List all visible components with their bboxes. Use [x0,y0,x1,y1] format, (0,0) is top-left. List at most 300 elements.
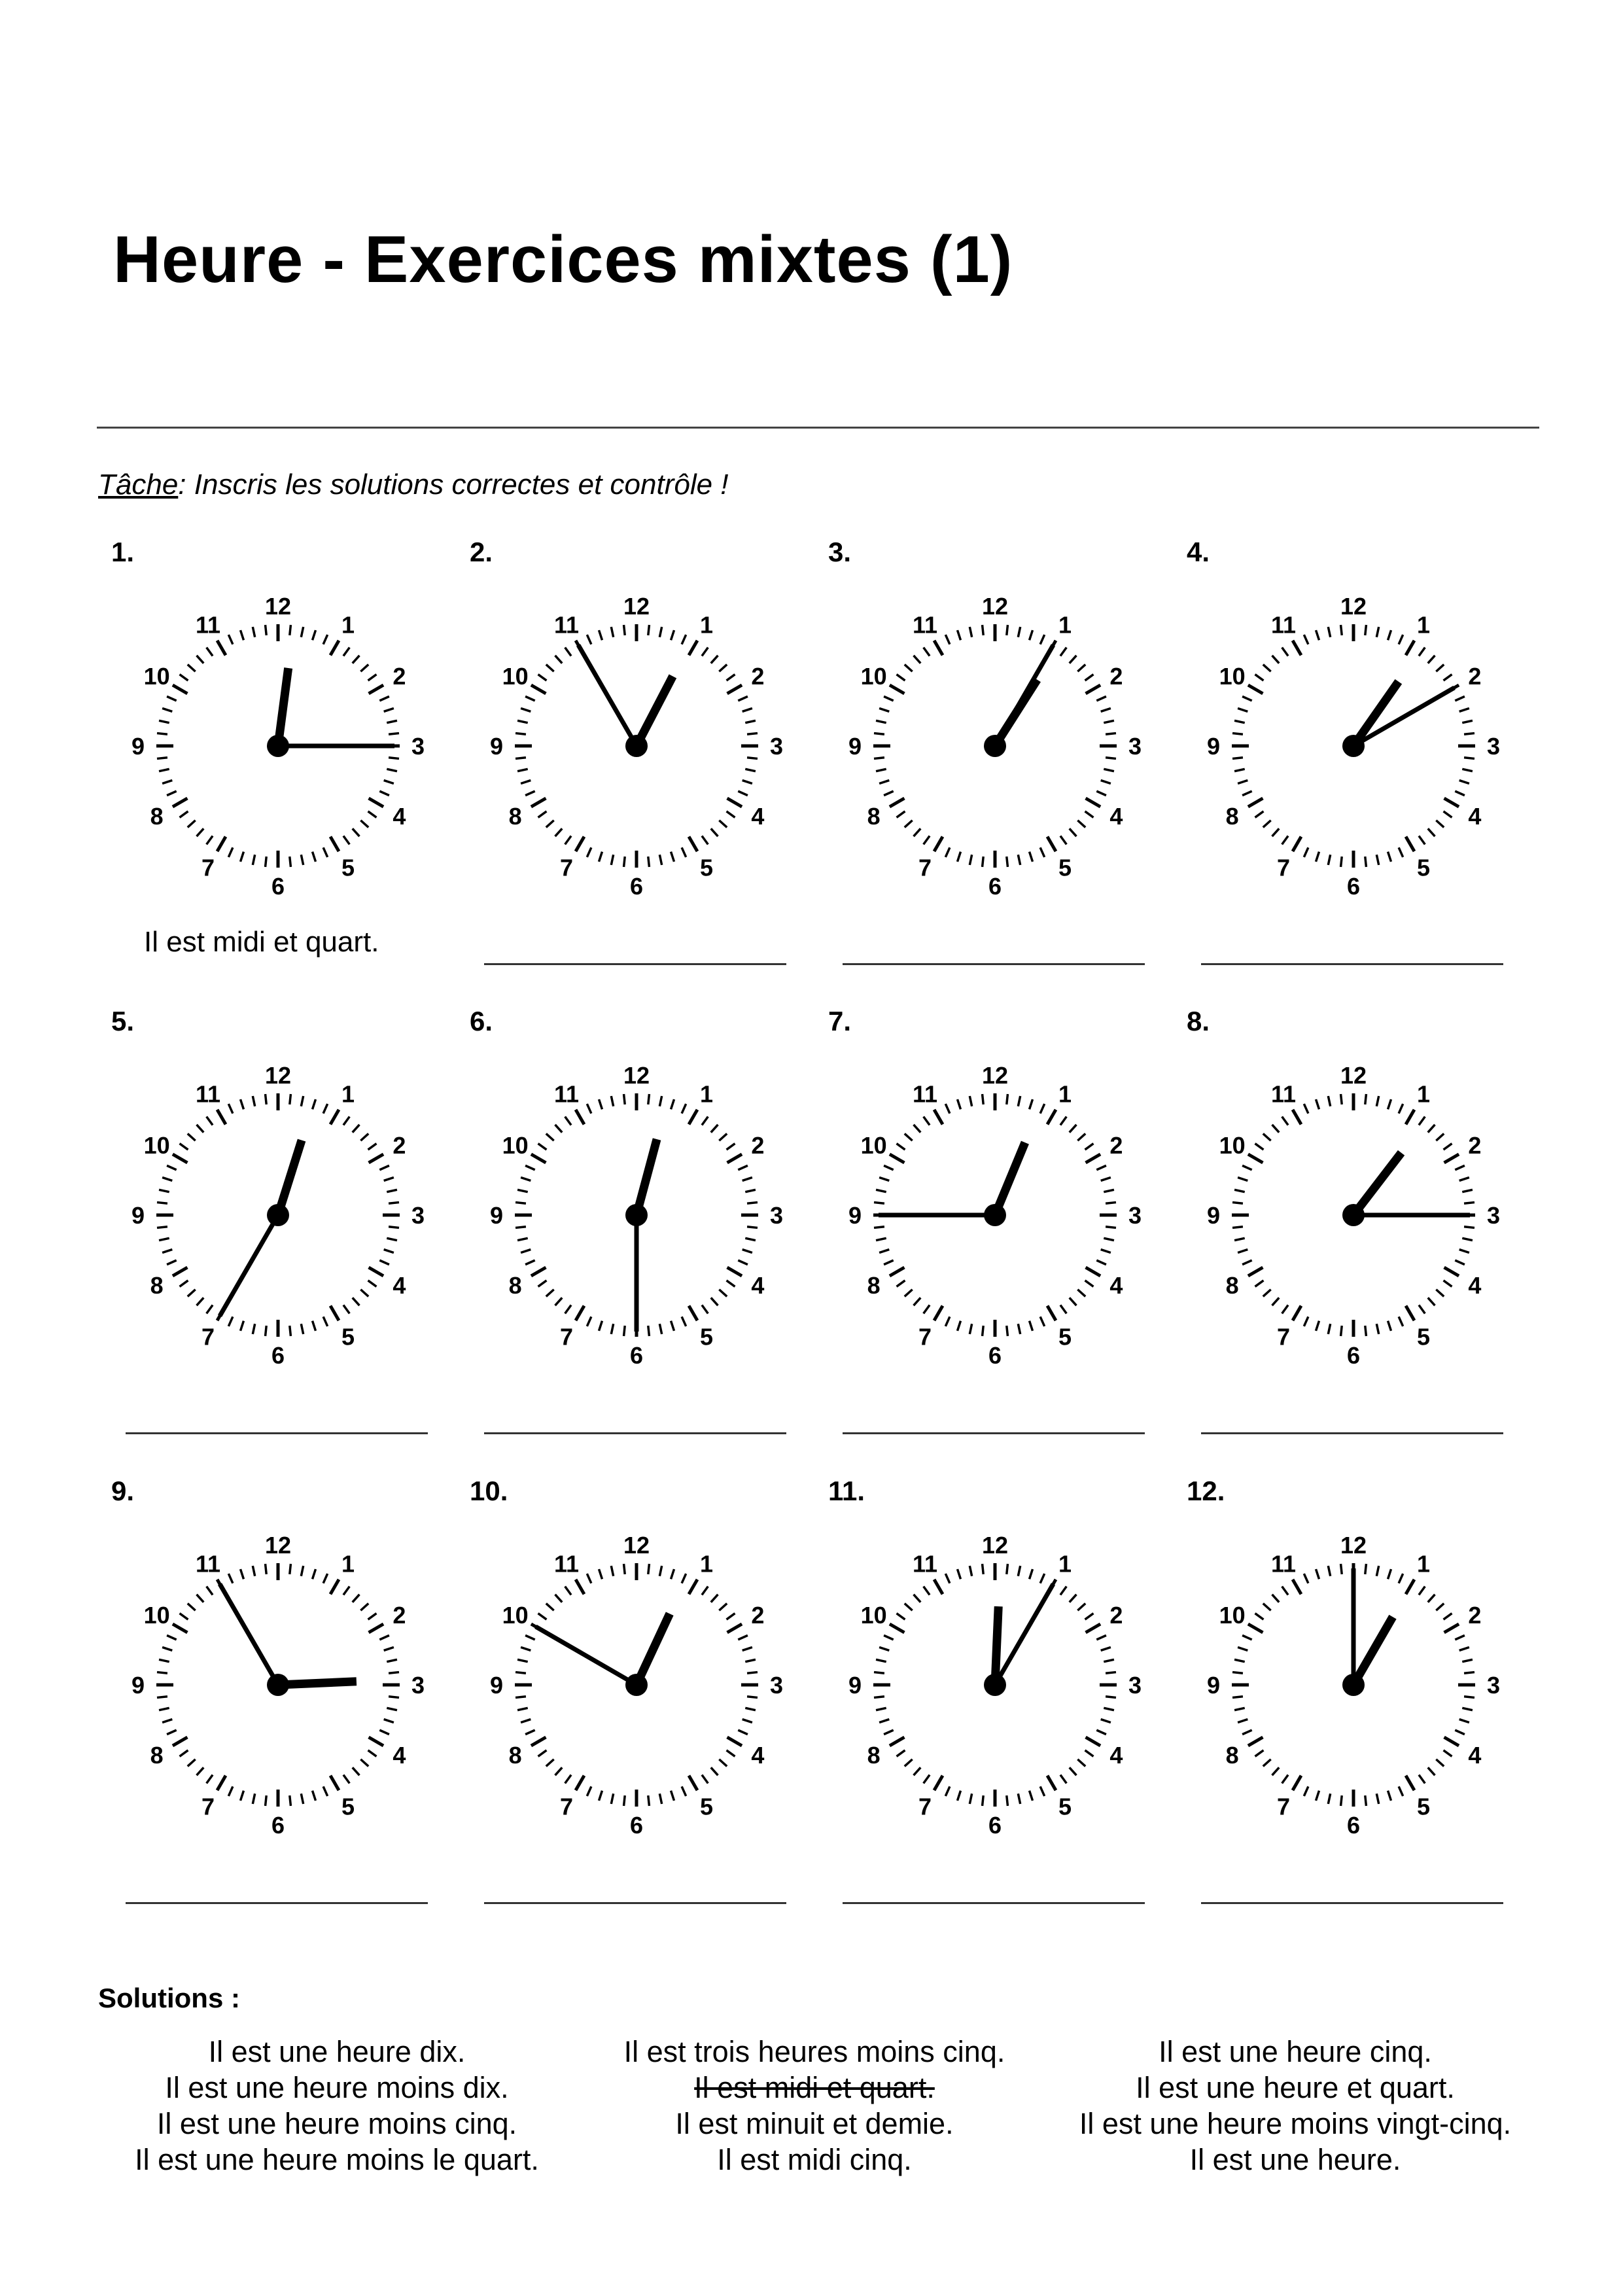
clock-face [1196,1045,1501,1372]
minute-tick [1060,1305,1066,1314]
solution-item: Il est trois heures moins cinq. [623,2035,1005,2068]
dial-number: 3 [1128,1672,1142,1699]
dial-number: 4 [393,1272,406,1299]
minute-tick [1304,1574,1308,1583]
minute-hand [578,645,637,746]
dial-number: 6 [629,873,644,900]
minute-tick [945,847,950,857]
minute-tick [159,1238,169,1240]
minute-tick [1106,1697,1116,1698]
minute-tick [738,791,748,796]
minute-tick [1085,1144,1094,1150]
minute-tick [253,855,254,865]
minute-tick [538,1280,547,1286]
minute-tick [180,1280,188,1286]
minute-tick [914,1595,921,1602]
minute-tick [702,648,708,656]
dial-number: 10 [143,1602,170,1629]
minute-tick [1060,1775,1066,1784]
minute-tick [1106,1227,1116,1228]
answer-input-line[interactable] [484,1432,786,1434]
minute-tick [565,1305,571,1314]
minute-tick [207,1587,213,1595]
minute-tick [587,1574,591,1583]
minute-tick [719,665,727,672]
minute-tick [874,1697,884,1698]
minute-tick [727,1750,735,1756]
dial-number: 10 [143,663,170,690]
minute-tick [1096,1730,1106,1735]
hour-tick [1086,685,1101,694]
answer-input-line[interactable] [126,1902,428,1904]
minute-tick [197,1125,204,1133]
dial-number: 2 [751,1602,765,1629]
minute-tick [1462,769,1473,771]
minute-tick [742,781,752,784]
minute-tick [876,1659,886,1661]
minute-tick [1101,1250,1111,1253]
minute-tick [1255,811,1264,817]
minute-tick [611,1793,613,1804]
minute-tick [671,1791,674,1801]
minute-tick [1104,1708,1114,1710]
clock-face [480,1515,784,1842]
solution-item: Il est une heure moins cinq. [156,2107,517,2140]
answer-input-line[interactable] [484,1902,786,1904]
minute-tick [1419,648,1425,656]
minute-tick [874,1203,884,1204]
minute-tick [1070,1125,1077,1133]
dial-number: 5 [1058,854,1072,881]
hour-tick [1444,1154,1459,1163]
minute-tick [1101,1720,1111,1723]
minute-tick [521,1250,531,1253]
hour-tick [727,1267,742,1276]
minute-tick [1070,656,1077,663]
minute-tick [1070,1595,1077,1602]
minute-tick [313,1791,316,1801]
dial-number: 8 [150,1272,164,1299]
minute-tick [659,1793,661,1804]
minute-tick [368,675,377,680]
minute-tick [1462,1190,1473,1192]
minute-tick [874,1672,884,1674]
minute-tick [711,656,718,663]
minute-tick [1272,1595,1280,1602]
minute-tick [1234,769,1245,771]
minute-tick [897,811,905,817]
dial-number: 10 [1219,1132,1246,1159]
minute-tick [1096,1165,1106,1170]
dial-number: 2 [393,1132,406,1159]
minute-tick [228,1316,233,1326]
dial-number: 6 [1346,1812,1361,1839]
minute-tick [525,1730,535,1735]
hour-tick [890,1267,905,1276]
minute-tick [290,1326,291,1336]
minute-tick [1316,1321,1319,1331]
minute-tick [1096,1260,1106,1265]
minute-tick [611,627,613,637]
minute-tick [874,733,884,735]
minute-tick [747,733,758,735]
minute-tick [1232,1672,1243,1674]
minute-tick [1459,709,1469,712]
clock-face [121,1515,425,1842]
minute-tick [301,1793,303,1804]
minute-tick [253,1793,254,1804]
minute-tick [648,1795,650,1806]
solution-item: Il est minuit et demie. [675,2107,954,2140]
minute-tick [1234,1190,1245,1192]
minute-tick [711,1595,718,1602]
answer-input-line[interactable] [843,1902,1145,1904]
exercise-number: 11. [828,1475,865,1506]
minute-tick [368,1614,377,1619]
hour-tick [217,837,226,852]
minute-tick [159,1659,169,1661]
minute-tick [719,1290,727,1297]
minute-tick [521,1178,531,1181]
minute-tick [599,852,602,862]
minute-tick [1060,648,1066,656]
minute-tick [1106,1203,1116,1204]
minute-tick [546,1604,554,1611]
minute-tick [379,1635,389,1640]
dial-number: 9 [131,1672,145,1699]
dial-number: 5 [1058,1793,1072,1820]
minute-tick [159,1190,169,1192]
answer-input-line[interactable] [843,1432,1145,1434]
minute-tick [884,1635,894,1640]
minute-tick [515,1227,526,1228]
answer-input-line[interactable] [1201,1902,1503,1904]
center-pin [625,1204,648,1226]
minute-tick [1234,720,1245,722]
hour-tick [727,1154,742,1163]
dial-number: 5 [699,854,714,881]
minute-tick [159,720,169,722]
minute-tick [157,758,167,759]
dial-number: 10 [1219,663,1246,690]
minute-tick [1242,696,1252,701]
minute-tick [1428,1595,1435,1602]
minute-tick [517,1708,528,1710]
minute-tick [555,828,563,836]
dial-number: 1 [699,1080,714,1108]
dial-number: 11 [912,1080,938,1108]
minute-tick [389,733,399,735]
dial-number: 11 [195,1080,221,1108]
minute-tick [727,1144,735,1150]
minute-tick [313,1569,316,1579]
minute-tick [1272,1125,1280,1133]
minute-tick [157,1227,167,1228]
minute-tick [702,1775,708,1784]
minute-tick [648,625,650,635]
minute-tick [1030,630,1033,640]
dial-number: 11 [912,611,938,639]
minute-tick [897,1280,905,1286]
minute-tick [876,720,886,722]
hour-tick [689,1776,697,1791]
answer-input-line[interactable] [126,1432,428,1434]
minute-tick [745,1659,756,1661]
minute-tick [538,811,547,817]
task-instruction [98,468,729,501]
minute-tick [587,847,591,857]
dial-number: 6 [629,1342,644,1369]
minute-tick [1040,635,1045,645]
center-pin [1342,1204,1365,1226]
minute-tick [1238,1648,1248,1651]
minute-tick [682,1104,686,1114]
dial-number: 1 [1058,1550,1072,1578]
minute-tick [648,1326,650,1336]
hour-tick [1406,641,1414,656]
minute-tick [387,1190,397,1192]
minute-tick [1388,1569,1391,1579]
dial-number: 1 [1058,611,1072,639]
minute-tick [1444,1144,1452,1150]
hour-tick [576,1110,584,1125]
minute-tick [1388,630,1391,640]
dial-number: 9 [489,733,504,760]
minute-tick [1341,625,1342,635]
minute-tick [1007,1094,1008,1104]
minute-tick [648,1094,650,1104]
minute-tick [1462,1659,1473,1661]
hour-tick [1248,798,1263,807]
dial-number: 3 [411,1672,425,1699]
minute-tick [1304,1316,1308,1326]
minute-tick [1464,1672,1475,1674]
hour-tick [1406,1110,1414,1125]
dial-number: 7 [201,854,215,881]
minute-tick [266,857,267,867]
hour-tick [369,1267,384,1276]
minute-tick [1238,1720,1248,1723]
minute-tick [1376,1793,1378,1804]
minute-tick [1304,1104,1308,1114]
answer-input-line[interactable] [1201,1432,1503,1434]
minute-tick [745,1190,756,1192]
dial-number: 2 [751,663,765,690]
minute-tick [611,855,613,865]
answer-input-line[interactable] [484,963,786,965]
hour-tick [1086,1624,1101,1633]
hour-tick [576,1776,584,1791]
hour-tick [173,1154,188,1163]
dial-number: 3 [411,733,425,760]
hour-tick [934,837,943,852]
minute-tick [1419,1117,1425,1125]
hour-tick [531,685,546,694]
minute-tick [162,1648,172,1651]
hour-tick [531,1737,546,1746]
solution-item: Il est une heure. [1189,2143,1401,2176]
dial-number: 2 [1468,1132,1482,1159]
minute-tick [1455,791,1465,796]
minute-tick [379,1730,389,1735]
minute-tick [207,1305,213,1314]
hour-tick [1444,1267,1459,1276]
minute-tick [924,1117,930,1125]
minute-tick [1030,852,1033,862]
minute-tick [1328,855,1330,865]
solutions-title: Solutions : [98,1983,240,2013]
hour-tick [1293,1776,1301,1791]
minute-tick [958,1099,961,1109]
dial-number: 3 [769,1202,784,1229]
minute-tick [1365,1094,1367,1104]
minute-tick [1040,1104,1045,1114]
minute-tick [228,847,233,857]
dial-number: 5 [341,1323,355,1351]
minute-tick [1388,1321,1391,1331]
hour-tick [1406,1580,1414,1595]
minute-tick [167,1730,177,1735]
minute-tick [624,1564,625,1574]
minute-tick [611,1324,613,1334]
hour-tick [890,798,905,807]
hour-hand [1353,1617,1393,1685]
minute-tick [241,630,244,640]
minute-tick [525,696,535,701]
hour-tick [1248,685,1263,694]
dial-number: 12 [1340,1532,1367,1559]
dial-number: 3 [1128,733,1142,760]
minute-tick [159,1708,169,1710]
minute-tick [1232,1697,1243,1698]
minute-tick [389,1203,399,1204]
minute-tick [1436,665,1444,672]
minute-tick [1007,1795,1008,1806]
solution-item: Il est midi cinq. [717,2143,912,2176]
minute-tick [624,1326,625,1336]
minute-tick [983,1795,984,1806]
minute-tick [711,828,718,836]
minute-tick [876,1708,886,1710]
minute-tick [565,1775,571,1784]
minute-tick [360,1759,368,1767]
minute-tick [1459,1250,1469,1253]
minute-tick [897,1750,905,1756]
minute-tick [745,720,756,722]
minute-tick [611,1096,613,1106]
dial-number: 6 [271,873,285,900]
hour-tick [1406,1776,1414,1791]
hour-hand [278,1140,302,1215]
minute-tick [659,627,661,637]
minute-tick [379,1260,389,1265]
minute-tick [1341,1795,1342,1806]
dial-number: 8 [1225,1742,1239,1769]
minute-tick [1464,1203,1475,1204]
minute-tick [379,791,389,796]
minute-tick [323,635,328,645]
minute-tick [1316,630,1319,640]
clock-face [480,1045,784,1372]
minute-tick [682,847,686,857]
dial-number: 7 [201,1323,215,1351]
minute-tick [874,1227,884,1228]
minute-tick [1255,675,1264,680]
minute-tick [515,1203,526,1204]
minute-tick [162,1720,172,1723]
minute-tick [1060,836,1066,845]
minute-tick [611,1566,613,1576]
minute-hand [220,1584,278,1685]
hour-tick [1293,837,1301,852]
minute-tick [747,1203,758,1204]
minute-tick [599,1099,602,1109]
minute-tick [1007,625,1008,635]
clock-face [1196,576,1501,903]
minute-tick [1040,1316,1045,1326]
minute-tick [253,627,254,637]
minute-tick [157,1672,167,1674]
minute-tick [1419,1587,1425,1595]
minute-tick [197,1298,204,1305]
minute-tick [1455,1260,1465,1265]
hour-tick [1248,1267,1263,1276]
minute-tick [1316,1791,1319,1801]
minute-tick [515,758,526,759]
hour-tick [330,641,339,656]
minute-tick [742,709,752,712]
answer-input-line[interactable] [1201,963,1503,965]
minute-tick [197,1767,204,1775]
minute-tick [167,1635,177,1640]
minute-tick [945,1104,950,1114]
minute-tick [387,1659,397,1661]
minute-tick [207,648,213,656]
minute-tick [343,1117,349,1125]
hour-tick [369,1154,384,1163]
minute-tick [1077,821,1085,828]
hour-tick [531,1267,546,1276]
center-pin [984,1204,1006,1226]
minute-tick [727,1614,735,1619]
minute-tick [1234,1659,1245,1661]
minute-tick [323,1316,328,1326]
minute-tick [876,1238,886,1240]
minute-tick [1077,1290,1085,1297]
hour-tick [890,1624,905,1633]
minute-tick [738,1165,748,1170]
minute-tick [167,1165,177,1170]
minute-tick [1007,1326,1008,1336]
dial-number: 10 [502,1602,529,1629]
dial-number: 9 [1206,1202,1221,1229]
center-pin [1342,735,1365,757]
minute-tick [1428,828,1435,836]
minute-tick [228,1104,233,1114]
answer-input-line[interactable] [843,963,1145,965]
dial-number: 5 [699,1793,714,1820]
dial-number: 2 [1109,1132,1123,1159]
minute-tick [368,1280,377,1286]
dial-number: 9 [848,733,862,760]
minute-tick [1242,791,1252,796]
minute-tick [313,630,316,640]
dial-number: 3 [769,1672,784,1699]
solutions-column [566,2034,1063,2178]
minute-tick [521,1720,531,1723]
hour-tick [1047,1110,1056,1125]
minute-tick [738,1730,748,1735]
